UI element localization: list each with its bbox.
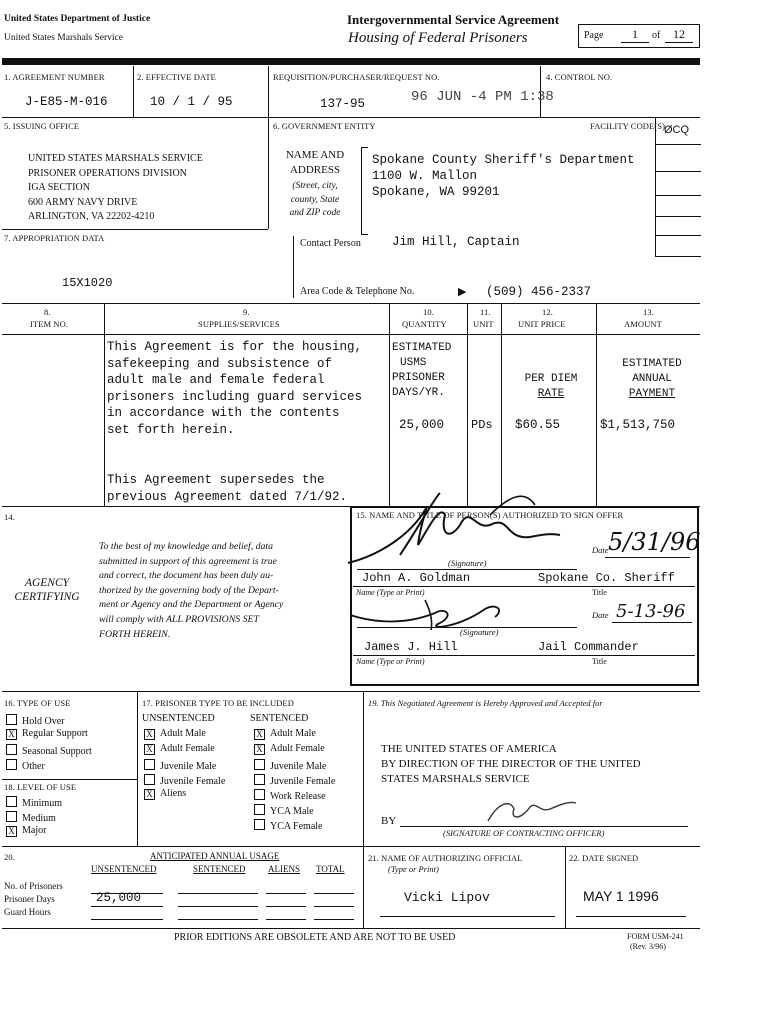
usage-row-label: No. of Prisoners [4, 881, 63, 891]
description-line: safekeeping and subsistence of [107, 356, 333, 371]
sentenced-work-release[interactable] [254, 788, 326, 802]
sentenced-heading: SENTENCED [250, 713, 309, 724]
usage-title: ANTICIPATED ANNUAL USAGE [150, 851, 280, 861]
unsentenced-juvenile-male[interactable] [144, 758, 216, 772]
rule [137, 691, 138, 846]
arrow-right-icon: ▶ [458, 286, 467, 298]
phone-label: Area Code & Telephone No. [300, 286, 415, 297]
usage-prisoner-days-unsentenced: 25,000 [96, 891, 142, 905]
contracting-officer-caption: (SIGNATURE OF CONTRACTING OFFICER) [443, 828, 605, 838]
level-minimum[interactable] [6, 795, 62, 809]
rule [268, 117, 269, 229]
qty-head-line: DAYS/YR. [392, 387, 445, 399]
label-line: CERTIFYING [14, 591, 80, 603]
unsentenced-adult-female[interactable] [144, 743, 215, 754]
qty-value: 25,000 [399, 418, 445, 432]
rule [596, 303, 597, 506]
checkbox[interactable] [254, 789, 265, 800]
obsolete-notice: PRIOR EDITIONS ARE OBSOLETE AND ARE NOT TO BE USED [174, 932, 456, 943]
amount-head-line: PAYMENT [628, 388, 676, 400]
certification-text [99, 540, 283, 642]
usage-row-label: Guard Hours [4, 907, 51, 917]
rule [353, 655, 695, 656]
use-seasonal-support[interactable] [6, 743, 92, 757]
requisition-label: REQUISITION/PURCHASER/REQUEST NO. [273, 72, 440, 82]
item-header-num: 8. [44, 307, 51, 317]
qty-heading-text [392, 341, 451, 401]
issuing-office-address [28, 152, 203, 225]
rule [266, 893, 306, 894]
issuing-line: PRISONER OPERATIONS DIVISION [28, 167, 187, 179]
price-head-line: PER DIEM [524, 373, 578, 385]
appropriation-value: 15X1020 [62, 276, 113, 290]
usage-h-sentenced: SENTENCED [193, 864, 246, 874]
amount-header-num: 13. [643, 307, 654, 317]
rule [363, 691, 364, 846]
certify-num: 14. [4, 512, 15, 522]
rule [266, 906, 306, 907]
approval-label: 19. This Negotiated Agreement is Hereby Approved and Accepted for [368, 698, 603, 708]
description-line: in accordance with the contents [107, 406, 340, 420]
contact-label: Contact Person [300, 238, 361, 249]
level-major[interactable] [6, 825, 46, 836]
requisition-number: 137-95 [320, 97, 366, 111]
label-line: county, State [290, 194, 340, 205]
option-label: Medium [22, 813, 56, 824]
checkbox[interactable]: X [144, 729, 155, 740]
service-name: United States Marshals Service [4, 33, 123, 43]
unsentenced-adult-male[interactable] [144, 728, 206, 739]
checkbox[interactable] [254, 804, 265, 815]
label-line: NAME AND [285, 149, 345, 161]
cert-line: will comply with ALL PROVISIONS SET [99, 613, 259, 625]
date-signed: MAY 1 1996 [583, 888, 659, 904]
effective-date-label: 2. EFFECTIVE DATE [137, 72, 216, 82]
supersedes-line: This Agreement supersedes the [107, 473, 325, 487]
supersedes-note [107, 472, 347, 505]
checkbox[interactable]: X [254, 729, 265, 740]
signature-contracting-officer [480, 795, 580, 827]
sentenced-yca-female[interactable] [254, 818, 323, 832]
issuing-line: IGA SECTION [28, 182, 90, 193]
agreement-title: Intergovernmental Service Agreement [347, 12, 560, 27]
name-print-label-2: Name (Type or Print) [356, 657, 425, 666]
facility-codes-label: FACILITY CODE(S) [590, 121, 666, 131]
agency-certifying-label [6, 576, 88, 604]
amount-header: AMOUNT [624, 319, 662, 329]
rule [314, 919, 354, 920]
rule [656, 144, 701, 145]
date-label: Date [592, 545, 609, 555]
option-label: Juvenile Male [270, 761, 327, 772]
dept-name: United States Department of Justice [4, 14, 151, 24]
checkbox[interactable] [6, 759, 17, 770]
checkbox[interactable]: X [6, 729, 17, 740]
option-label: Major [22, 825, 47, 836]
official-sublabel: (Type or Print) [388, 864, 439, 874]
checkbox[interactable] [144, 774, 155, 785]
rule [104, 303, 105, 506]
issuing-line: UNITED STATES MARSHALS SERVICE [28, 153, 203, 164]
rule [314, 906, 354, 907]
checkbox[interactable] [6, 811, 17, 822]
cert-line: thorized by the governing body of the Depart- [99, 584, 279, 596]
qty-head-line: PRISONER [392, 372, 445, 384]
option-label: Adult Male [270, 728, 316, 739]
amount-head-line: ESTIMATED [622, 358, 682, 370]
rule [501, 303, 502, 506]
rule [576, 916, 686, 917]
option-label: Adult Female [160, 743, 215, 754]
rule [133, 66, 134, 117]
label-line: ADDRESS [289, 164, 341, 176]
rule [656, 171, 701, 172]
approval-line: BY DIRECTION OF THE DIRECTOR OF THE UNITED [381, 758, 641, 770]
approval-line: THE UNITED STATES OF AMERICA [381, 743, 557, 755]
price-header: UNIT PRICE [518, 319, 566, 329]
description-line: This Agreement is for the housing, [107, 340, 363, 354]
sentenced-yca-male[interactable] [254, 803, 314, 817]
option-label: Aliens [160, 788, 187, 799]
usage-h-unsentenced: UNSENTENCED [91, 864, 157, 874]
issuing-line: 600 ARMY NAVY DRIVE [28, 196, 138, 208]
option-label: Regular Support [22, 728, 88, 739]
cert-line: FORTH HEREIN. [99, 628, 171, 640]
rule [656, 195, 701, 196]
option-label: YCA Male [270, 806, 314, 817]
page-total: 12 [665, 27, 693, 43]
rule [656, 256, 701, 257]
checkbox[interactable]: X [144, 744, 155, 755]
page-box [578, 24, 700, 48]
option-label: Juvenile Female [160, 776, 226, 787]
rule [363, 846, 364, 928]
issuing-office-label: 5. ISSUING OFFICE [4, 121, 80, 131]
option-label: Other [22, 761, 45, 772]
header-rule [2, 58, 700, 65]
price-value: $60.55 [515, 418, 561, 432]
use-hold-over[interactable] [6, 713, 65, 727]
rule [353, 586, 695, 587]
checkbox[interactable] [254, 774, 265, 785]
signer1-title: Spokane Co. Sheriff [538, 571, 675, 585]
price-heading-text [520, 372, 582, 402]
checkbox[interactable] [254, 819, 265, 830]
rule [178, 919, 258, 920]
address-line: Spokane, WA 99201 [372, 185, 500, 199]
page-label: Page [584, 30, 604, 41]
sentenced-adult-female[interactable] [254, 743, 325, 754]
amount-head-line: ANNUAL [632, 373, 672, 385]
rule [2, 691, 700, 692]
facility-code-grid [655, 117, 701, 257]
agreement-number: J-E85-M-016 [25, 95, 108, 109]
unsentenced-aliens[interactable] [144, 788, 186, 799]
rule [178, 906, 258, 907]
checkbox[interactable] [6, 714, 17, 725]
level-medium[interactable] [6, 810, 56, 824]
agreement-number-label: 1. AGREEMENT NUMBER [4, 72, 105, 82]
supplies-header-num: 9. [243, 307, 250, 317]
option-label: Adult Female [270, 743, 325, 754]
label-line: (Street, city, [292, 181, 338, 191]
rule [389, 303, 390, 506]
received-stamp: 96 JUN -4 PM 1:38 [411, 89, 554, 105]
unit-value: PDs [471, 418, 493, 432]
qty-head-line: USMS [400, 357, 427, 369]
effective-date: 10 / 1 / 95 [150, 95, 233, 109]
entity-address [372, 152, 635, 200]
by-label: BY [381, 815, 397, 827]
item-header: ITEM NO. [30, 319, 69, 329]
label-line: and ZIP code [289, 208, 341, 218]
option-label: YCA Female [270, 821, 323, 832]
usage-h-aliens: ALIENS [268, 864, 300, 874]
rule [266, 919, 306, 920]
name-address-hint [276, 180, 354, 221]
cert-line: submitted in support of this agreement is true [99, 555, 277, 567]
prisoner-type-label: 17. PRISONER TYPE TO BE INCLUDED [142, 698, 294, 708]
official-label: 21. NAME OF AUTHORIZING OFFICIAL [368, 853, 523, 863]
official-name: Vicki Lipov [404, 890, 490, 905]
rule [2, 779, 137, 780]
supersedes-line: previous Agreement dated 7/1/92. [107, 489, 348, 504]
approval-text [381, 742, 641, 787]
approval-line: STATES MARSHALS SERVICE [381, 773, 530, 785]
authorized-signer-label: 15. NAME AND TITLE OF PERSON(S) AUTHORIZED TO SIGN OFFER [356, 510, 624, 520]
signature-caption-2: (Signature) [460, 627, 499, 637]
facility-code: ØCQ [664, 124, 690, 136]
checkbox[interactable]: X [144, 789, 155, 800]
option-label: Juvenile Male [160, 761, 217, 772]
option-label: Work Release [270, 791, 326, 802]
description-line: set forth herein. [107, 422, 235, 437]
description-line: prisoners including guard services [107, 389, 363, 404]
rule [2, 229, 268, 230]
phone-number: (509) 456-2337 [486, 285, 592, 299]
sentenced-juvenile-female[interactable] [254, 773, 335, 787]
government-entity-label: 6. GOVERNMENT ENTITY [273, 121, 376, 131]
form-revision: (Rev. 3/96) [630, 942, 666, 951]
address-line: Spokane County Sheriff's Department [372, 153, 635, 167]
rule [357, 569, 577, 570]
price-head-line: RATE [537, 388, 565, 400]
title-label: Title [592, 588, 607, 597]
rule [314, 893, 354, 894]
unit-header-num: 11. [480, 307, 491, 317]
contact-bracket [293, 236, 294, 298]
cert-line: and correct, the document has been duly au- [99, 570, 274, 582]
amount-value: $1,513,750 [600, 418, 676, 432]
rule [656, 235, 701, 236]
signature-caption: (Signature) [448, 558, 487, 568]
checkbox[interactable] [144, 759, 155, 770]
label-line: AGENCY [24, 577, 70, 589]
unit-header: UNIT [473, 319, 494, 329]
name-print-label: Name (Type or Print) [356, 588, 425, 597]
sentenced-adult-male[interactable] [254, 728, 316, 739]
rule [178, 893, 258, 894]
service-description [107, 339, 362, 438]
qty-header: QUANTITY [402, 319, 447, 329]
signer1-date: 5/31/96 [608, 528, 701, 556]
rule [380, 916, 555, 917]
page-current: 1 [621, 27, 649, 43]
usage-num: 20. [4, 852, 15, 862]
agreement-subtitle: Housing of Federal Prisoners [348, 30, 528, 46]
option-label: Hold Over [22, 716, 65, 727]
rule [656, 216, 701, 217]
checkbox[interactable]: X [6, 826, 17, 837]
supplies-header: SUPPLIES/SERVICES [198, 319, 280, 329]
checkbox[interactable] [6, 796, 17, 807]
rule [2, 846, 700, 847]
qty-header-num: 10. [423, 307, 434, 317]
option-label: Seasonal Support [22, 746, 92, 757]
control-number-label: 4. CONTROL NO. [546, 72, 613, 82]
checkbox[interactable] [6, 744, 17, 755]
option-label: Adult Male [160, 728, 206, 739]
signer1-name: John A. Goldman [362, 571, 471, 585]
rule [467, 303, 468, 506]
type-of-use-label: 16. TYPE OF USE [4, 698, 71, 708]
option-label: Juvenile Female [270, 776, 336, 787]
checkbox[interactable]: X [254, 744, 265, 755]
option-label: Minimum [22, 798, 63, 809]
level-of-use-label: 18. LEVEL OF USE [4, 782, 77, 792]
address-line: 1100 W. Mallon [372, 169, 478, 183]
qty-head-line: ESTIMATED [392, 342, 452, 354]
appropriation-label: 7. APPROPRIATION DATA [4, 233, 105, 243]
rule [612, 622, 692, 623]
checkbox[interactable] [254, 759, 265, 770]
contact-person: Jim Hill, Captain [392, 235, 520, 249]
signer2-title: Jail Commander [538, 640, 639, 654]
cert-line: To the best of my knowledge and belief, data [99, 541, 274, 552]
amount-heading-text [612, 357, 692, 402]
use-regular-support[interactable] [6, 728, 88, 739]
row1-bottom-rule [2, 117, 700, 118]
use-other[interactable] [6, 758, 45, 772]
address-bracket [361, 147, 368, 235]
rule [565, 846, 566, 928]
signer2-name: James J. Hill [364, 640, 458, 654]
rule [91, 919, 163, 920]
rule [2, 928, 700, 929]
rule [268, 66, 269, 117]
price-header-num: 12. [542, 307, 553, 317]
description-line: adult male and female federal [107, 373, 325, 387]
usage-row-label: Prisoner Days [4, 894, 55, 904]
usage-h-total: TOTAL [316, 864, 345, 874]
usage-row-labels [4, 880, 63, 919]
unsentenced-juvenile-female[interactable] [144, 773, 225, 787]
rule [605, 557, 690, 558]
signer2-date: 5-13-96 [616, 601, 686, 622]
page-of: of [652, 30, 661, 41]
name-address-label [276, 148, 354, 178]
title-label-2: Title [592, 657, 607, 666]
unsentenced-heading: UNSENTENCED [142, 713, 215, 724]
sentenced-juvenile-male[interactable] [254, 758, 326, 772]
cert-line: ment or Agency and the Department or Agency [99, 599, 284, 611]
rule [91, 906, 163, 907]
issuing-line: ARLINGTON, VA 22202-4210 [28, 211, 155, 222]
form-number: FORM USM-241 [627, 932, 684, 941]
date-label-2: Date [592, 610, 609, 620]
date-signed-label: 22. DATE SIGNED [569, 853, 639, 863]
